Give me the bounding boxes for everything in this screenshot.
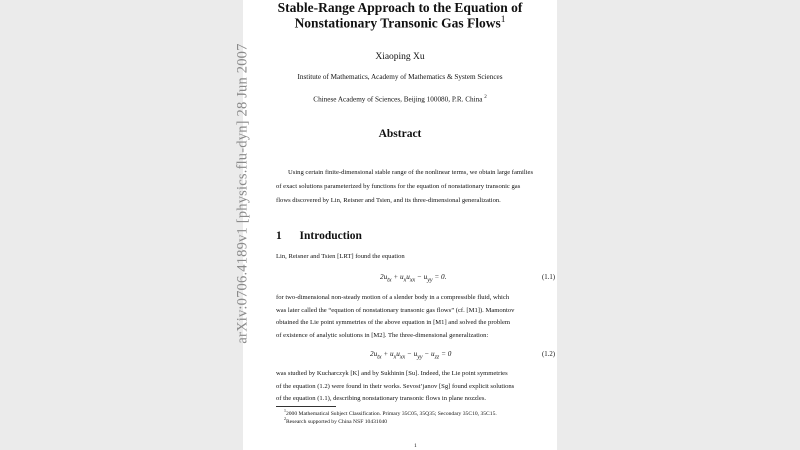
- abstract-heading: Abstract: [378, 128, 422, 140]
- equation-1-2: $2u_{tx} + u_xu_{xx} - u_{yy} - u_{zz} = 0$: [370, 350, 452, 361]
- footnote-2-text: Research supported by China NSF 10431040: [285, 418, 388, 425]
- footnote-1-text: 2000 Mathematical Subject Classification. Primary 35C05, 35Q35; Secondary 35C10, 35C15.: [285, 410, 497, 417]
- affiliation-line-1: Institute of Mathematics, Academy of Mathematics & System Sciences: [297, 73, 503, 81]
- title-footnote-mark: 1: [500, 15, 506, 25]
- paragraph-3-line-1: was studied by Kucharczyk [K] and by Sukhinin [Su]. Indeed, the Lie point symmetries: [276, 370, 508, 377]
- arxiv-stamp-text: arXiv:0706.4189v1 [physics.flu-dyn] 28 Jun 2007: [234, 42, 251, 344]
- title-line-2: [0, 15, 800, 32]
- paragraph-3-line-3: of the equation (1.1), describing nonstationary transonic flows in plane nozzles.: [276, 395, 487, 402]
- title-line-2-text: Nonstationary Transonic Gas Flows: [294, 15, 501, 31]
- footnote-2: [284, 417, 387, 425]
- section-number: 1: [276, 230, 282, 242]
- title-line-1-text: Stable-Range Approach to the Equation of: [277, 0, 523, 15]
- equation-1-1: $2u_{tx} + u_xu_{xx} - u_{yy} = 0$.: [380, 273, 447, 284]
- equation-1-2-number: (1.2): [542, 351, 556, 358]
- abstract-line-1: Using certain finite-dimensional stable range of the nonlinear terms, we obtain large families: [288, 169, 534, 176]
- abstract-line-3: flows discovered by Lin, Reisner and Tsien, and its three-dimensional generalization.: [276, 197, 501, 204]
- affiliation-line-2-text: Chinese Academy of Sciences, Beijing 100080, P.R. China: [313, 95, 483, 104]
- footnote-1-mark: 1: [284, 409, 286, 413]
- paragraph-3-line-2: of the equation (1.2) were found in their works. Sevost’janov [Sg] found explicit solutions: [276, 383, 515, 390]
- affiliation-footnote-mark: 2: [484, 95, 487, 100]
- title-line-1: [0, 0, 800, 16]
- footnote-rule: [276, 406, 336, 407]
- abstract-line-2: of exact solutions parameterized by functions for the equation of nonstationary transonic gas: [276, 183, 521, 190]
- equation-1-1-number: (1.1): [542, 274, 556, 281]
- affiliation-line-2: [0, 95, 800, 103]
- footnote-2-mark: 2: [284, 417, 286, 421]
- intro-line: Lin, Reisner and Tsien [LRT] found the equation: [276, 253, 405, 260]
- section-heading: [276, 230, 362, 242]
- page-number: 1: [414, 443, 417, 449]
- paragraph-2-line-2: was later called the “equation of nonstationary transonic gas flows” (cf. [M1]). Mamontov: [276, 307, 515, 314]
- paragraph-2-line-1: for two-dimensional non-steady motion of a slender body in a compressible fluid, which: [276, 294, 510, 301]
- section-title: Introduction: [299, 230, 362, 242]
- paragraph-2-line-4: of existence of analytic solutions in [M2]. The three-dimensional generalization:: [276, 332, 489, 339]
- paragraph-2-line-3: obtained the Lie point symmetries of the above equation in [M1] and solved the problem: [276, 319, 511, 326]
- footnote-1: [284, 409, 497, 417]
- author-name: Xiaoping Xu: [375, 52, 425, 62]
